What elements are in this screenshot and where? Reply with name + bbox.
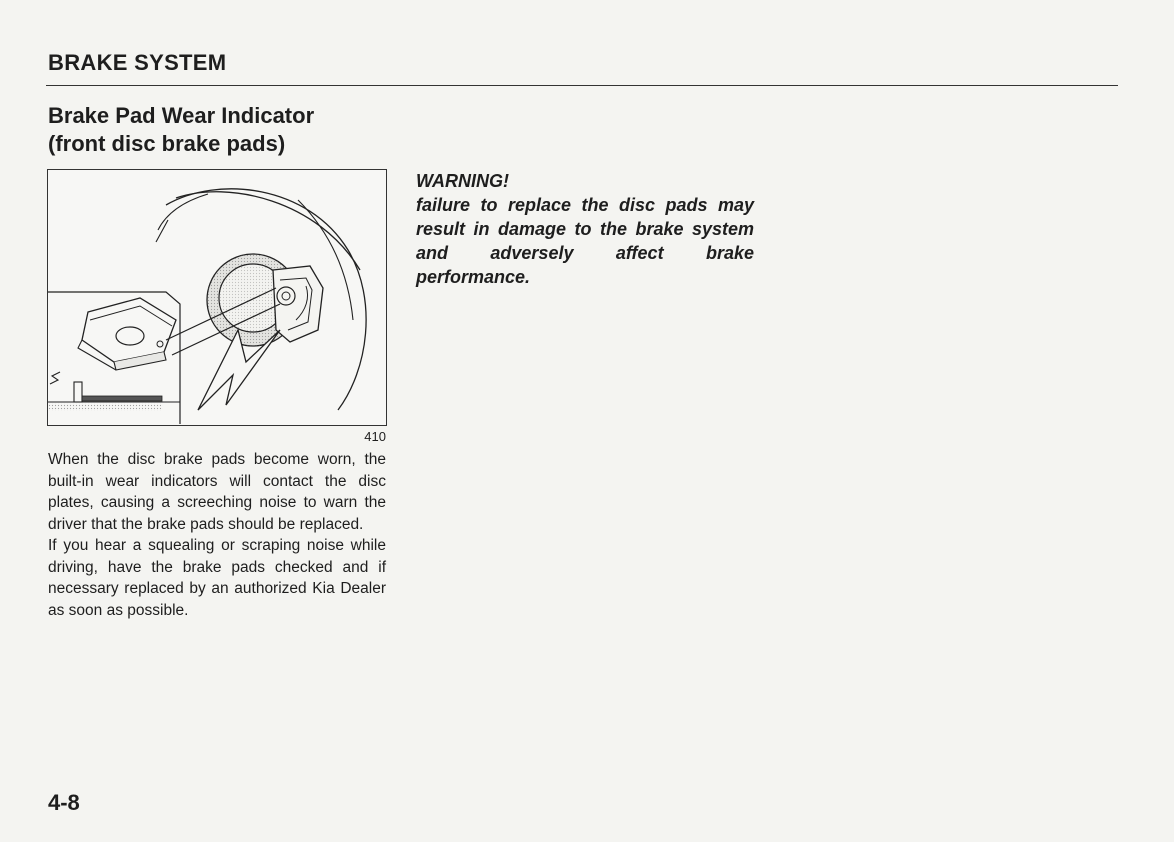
- title-line-1: Brake Pad Wear Indicator: [48, 103, 315, 128]
- warning-text: failure to replace the disc pads may result in damage to the brake system and adversely affect brake performance.: [416, 195, 754, 287]
- warning-box: [416, 169, 754, 289]
- title-line-2: (front disc brake pads): [48, 131, 286, 156]
- page-number: 4-8: [48, 790, 80, 815]
- paragraph-wear-indicators: When the disc brake pads become worn, the built-in wear indicators will contact the disc plates, causing a screeching noise to warn the driver that the brake pads should be replaced.: [48, 451, 386, 533]
- figure-number: 410: [364, 429, 386, 444]
- header-divider: [46, 85, 1118, 86]
- warning-heading: WARNING!: [416, 171, 509, 191]
- noise-symbol: [198, 330, 280, 410]
- brake-pad-illustration: [47, 169, 387, 426]
- section-header: BRAKE SYSTEM: [48, 50, 227, 75]
- brake-caliper: [273, 266, 323, 342]
- paragraph-squealing-noise: If you hear a squealing or scraping noise while driving, have the brake pads checked and if necessary replaced by an authorized Kia Dealer as soon as possible.: [48, 537, 386, 619]
- wear-indicator-detail: [74, 382, 82, 402]
- page-title: [48, 102, 314, 158]
- body-text: [48, 449, 386, 621]
